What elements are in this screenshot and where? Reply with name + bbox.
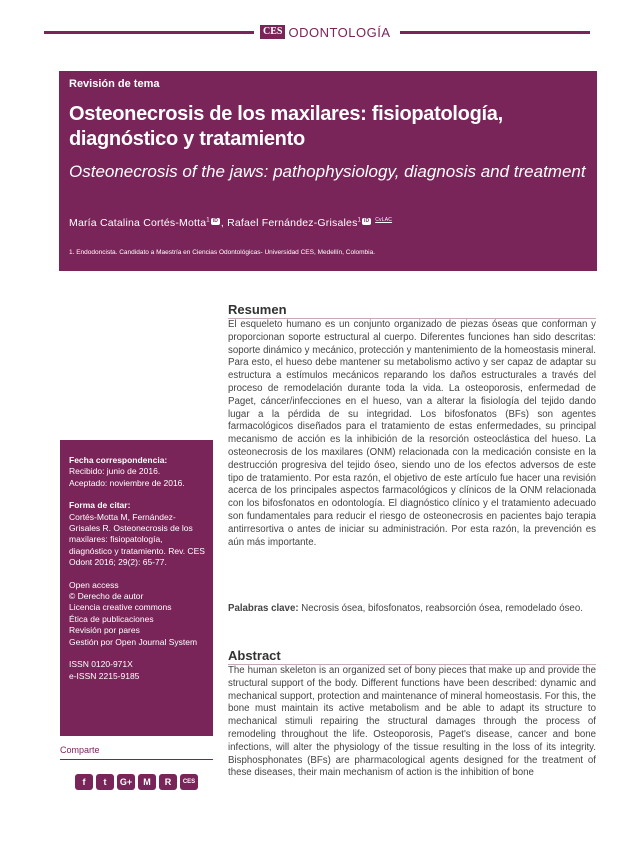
google-plus-icon[interactable]: G+: [117, 774, 135, 790]
eissn: e-ISSN 2215-9185: [69, 670, 140, 681]
article-header: [59, 71, 597, 271]
peer-review-link[interactable]: Revisión por pares: [69, 625, 140, 636]
copyright-link[interactable]: © Derecho de autor: [69, 591, 144, 602]
article-info-sidebar: [60, 440, 213, 736]
journal-logo: [260, 22, 400, 42]
cite-label: Forma de citar:: [69, 500, 131, 511]
abstract-text: The human skeleton is an organized set of bony pieces that make up and provide the structural support of the body. Different functions have been described: dynamic and mechanical support, protection and maintenance of mineral homeostasis. For this, the bone must maintain its active metabolism and be able to adapt its structure to mechanical stimuli repairing the structural damages through the process of remodeling throughout the life. Osteoporosis, Paget's disease, cancer and bone infections, will alter the physiology of the tissue resulting in the loss of its integrity. Bisphosphonates (BFs) are pharmacological agents designed for the treatment of these diseases, their main mechanism of action is the inhibition of bone: [228, 665, 596, 779]
accepted-date: Aceptado: noviembre de 2016.: [69, 477, 185, 488]
twitter-icon[interactable]: t: [96, 774, 114, 790]
article-title-en: Osteonecrosis of the jaws: pathophysiology, diagnosis and treatment: [69, 162, 586, 181]
ethics-link[interactable]: Ética de publicaciones: [69, 613, 154, 624]
author-2-sup: 1: [357, 217, 362, 224]
section-label: Revisión de tema: [69, 78, 160, 90]
facebook-icon[interactable]: f: [75, 774, 93, 790]
journal-name: ODONTOLOGÍA: [288, 24, 391, 40]
correspondence-label: Fecha correspondencia:: [69, 455, 168, 465]
header-rule-right: [400, 31, 590, 34]
abstract-heading: Abstract: [228, 648, 596, 665]
share-label: Comparte: [60, 745, 100, 755]
share-divider: [60, 759, 213, 760]
abstract-section: [228, 648, 596, 780]
author-1-sup: 1: [206, 217, 210, 224]
author-1[interactable]: María Catalina Cortés-Motta: [69, 217, 207, 229]
ces-icon[interactable]: CES: [180, 774, 198, 790]
affiliation: 1. Endodoncista. Candidato a Maestría en Ciencias Odontológicas- Universidad CES, Medellín, Colombia.: [69, 249, 376, 256]
cvlac-link[interactable]: CvLAC: [375, 217, 393, 223]
citation: Cortés-Motta M, Fernández-Grisales R. Osteonecrosis de los maxilares: fisiopatología, diagnóstico y tratamiento. Rev. CES Odont 2016; 29(2): 65-77.: [69, 511, 205, 568]
license-link[interactable]: Licencia creative commons: [69, 602, 172, 613]
resumen-heading: Resumen: [228, 302, 596, 319]
keywords: [228, 603, 596, 616]
received-date: Recibido: junio de 2016.: [69, 466, 161, 477]
header-rule-left: [44, 31, 254, 34]
resumen-section: [228, 302, 596, 549]
orcid-icon[interactable]: iD: [212, 218, 219, 224]
article-title-es: Osteonecrosis de los maxilares: fisiopatología, diagnóstico y tratamiento: [69, 103, 503, 150]
authors: [69, 217, 392, 229]
open-access-link[interactable]: Open access: [69, 579, 119, 590]
mendeley-icon[interactable]: M: [138, 774, 156, 790]
author-2[interactable]: , Rafael Fernández-Grisales: [220, 217, 358, 229]
share-icons: [75, 774, 198, 790]
keywords-label: Palabras clave:: [228, 603, 299, 614]
resumen-text: El esqueleto humano es un conjunto organizado de piezas óseas que conforman y proporcionan soporte estructural al cuerpo. Diferentes funciones han sido descritas: soporte dinámico y mecánico, protección y mantenimiento de la homeostasis mineral. Para esto, el hueso debe mantener su metabolismo activo y ser capaz de adaptar su estructura a estímulos mecánicos reparando los daños estructurales a través del proceso de remodelación durante toda la vida. La osteoporosis, enfermedad de Paget, cáncer/infecciones en el hueso, van a alterar la fisiología del tejido dando lugar a la pérdida de su integridad. Los bifosfonatos (BFs) son agentes farmacológicos diseñados para el tratamiento de estas enfermedades, su principal mecanismo de acción es la inhibición de la resorción osteoclástica del hueso. La osteonecrosis de los maxilares (ONM) relacionada con la medicación consiste en la destrucción progresiva del tejido óseo, siendo uno de los efectos adversos de este tipo de tratamiento. Por esta razón, el objetivo de este artículo fue hacer una revisión acerca de los principales aspectos farmacológicos y clínicos de la ONM relacionada con los bifosfonatos en odontología. El diagnóstico clínico y el tratamiento adecuado son fundamentales para reducir el riesgo de osteonecrosis en pacientes bajo terapia antirresortiva o antes de iniciar su administración. Por esta razón, la prevención es aún más importante.: [228, 319, 596, 548]
ces-badge: CES: [260, 25, 285, 39]
ojs-link[interactable]: Gestión por Open Journal System: [69, 636, 198, 647]
keywords-text: Necrosis ósea, bifosfonatos, reabsorción ósea, remodelado óseo.: [301, 603, 583, 614]
researchgate-icon[interactable]: R: [159, 774, 177, 790]
issn: ISSN 0120-971X: [69, 659, 133, 670]
orcid-icon[interactable]: iD: [363, 218, 370, 224]
